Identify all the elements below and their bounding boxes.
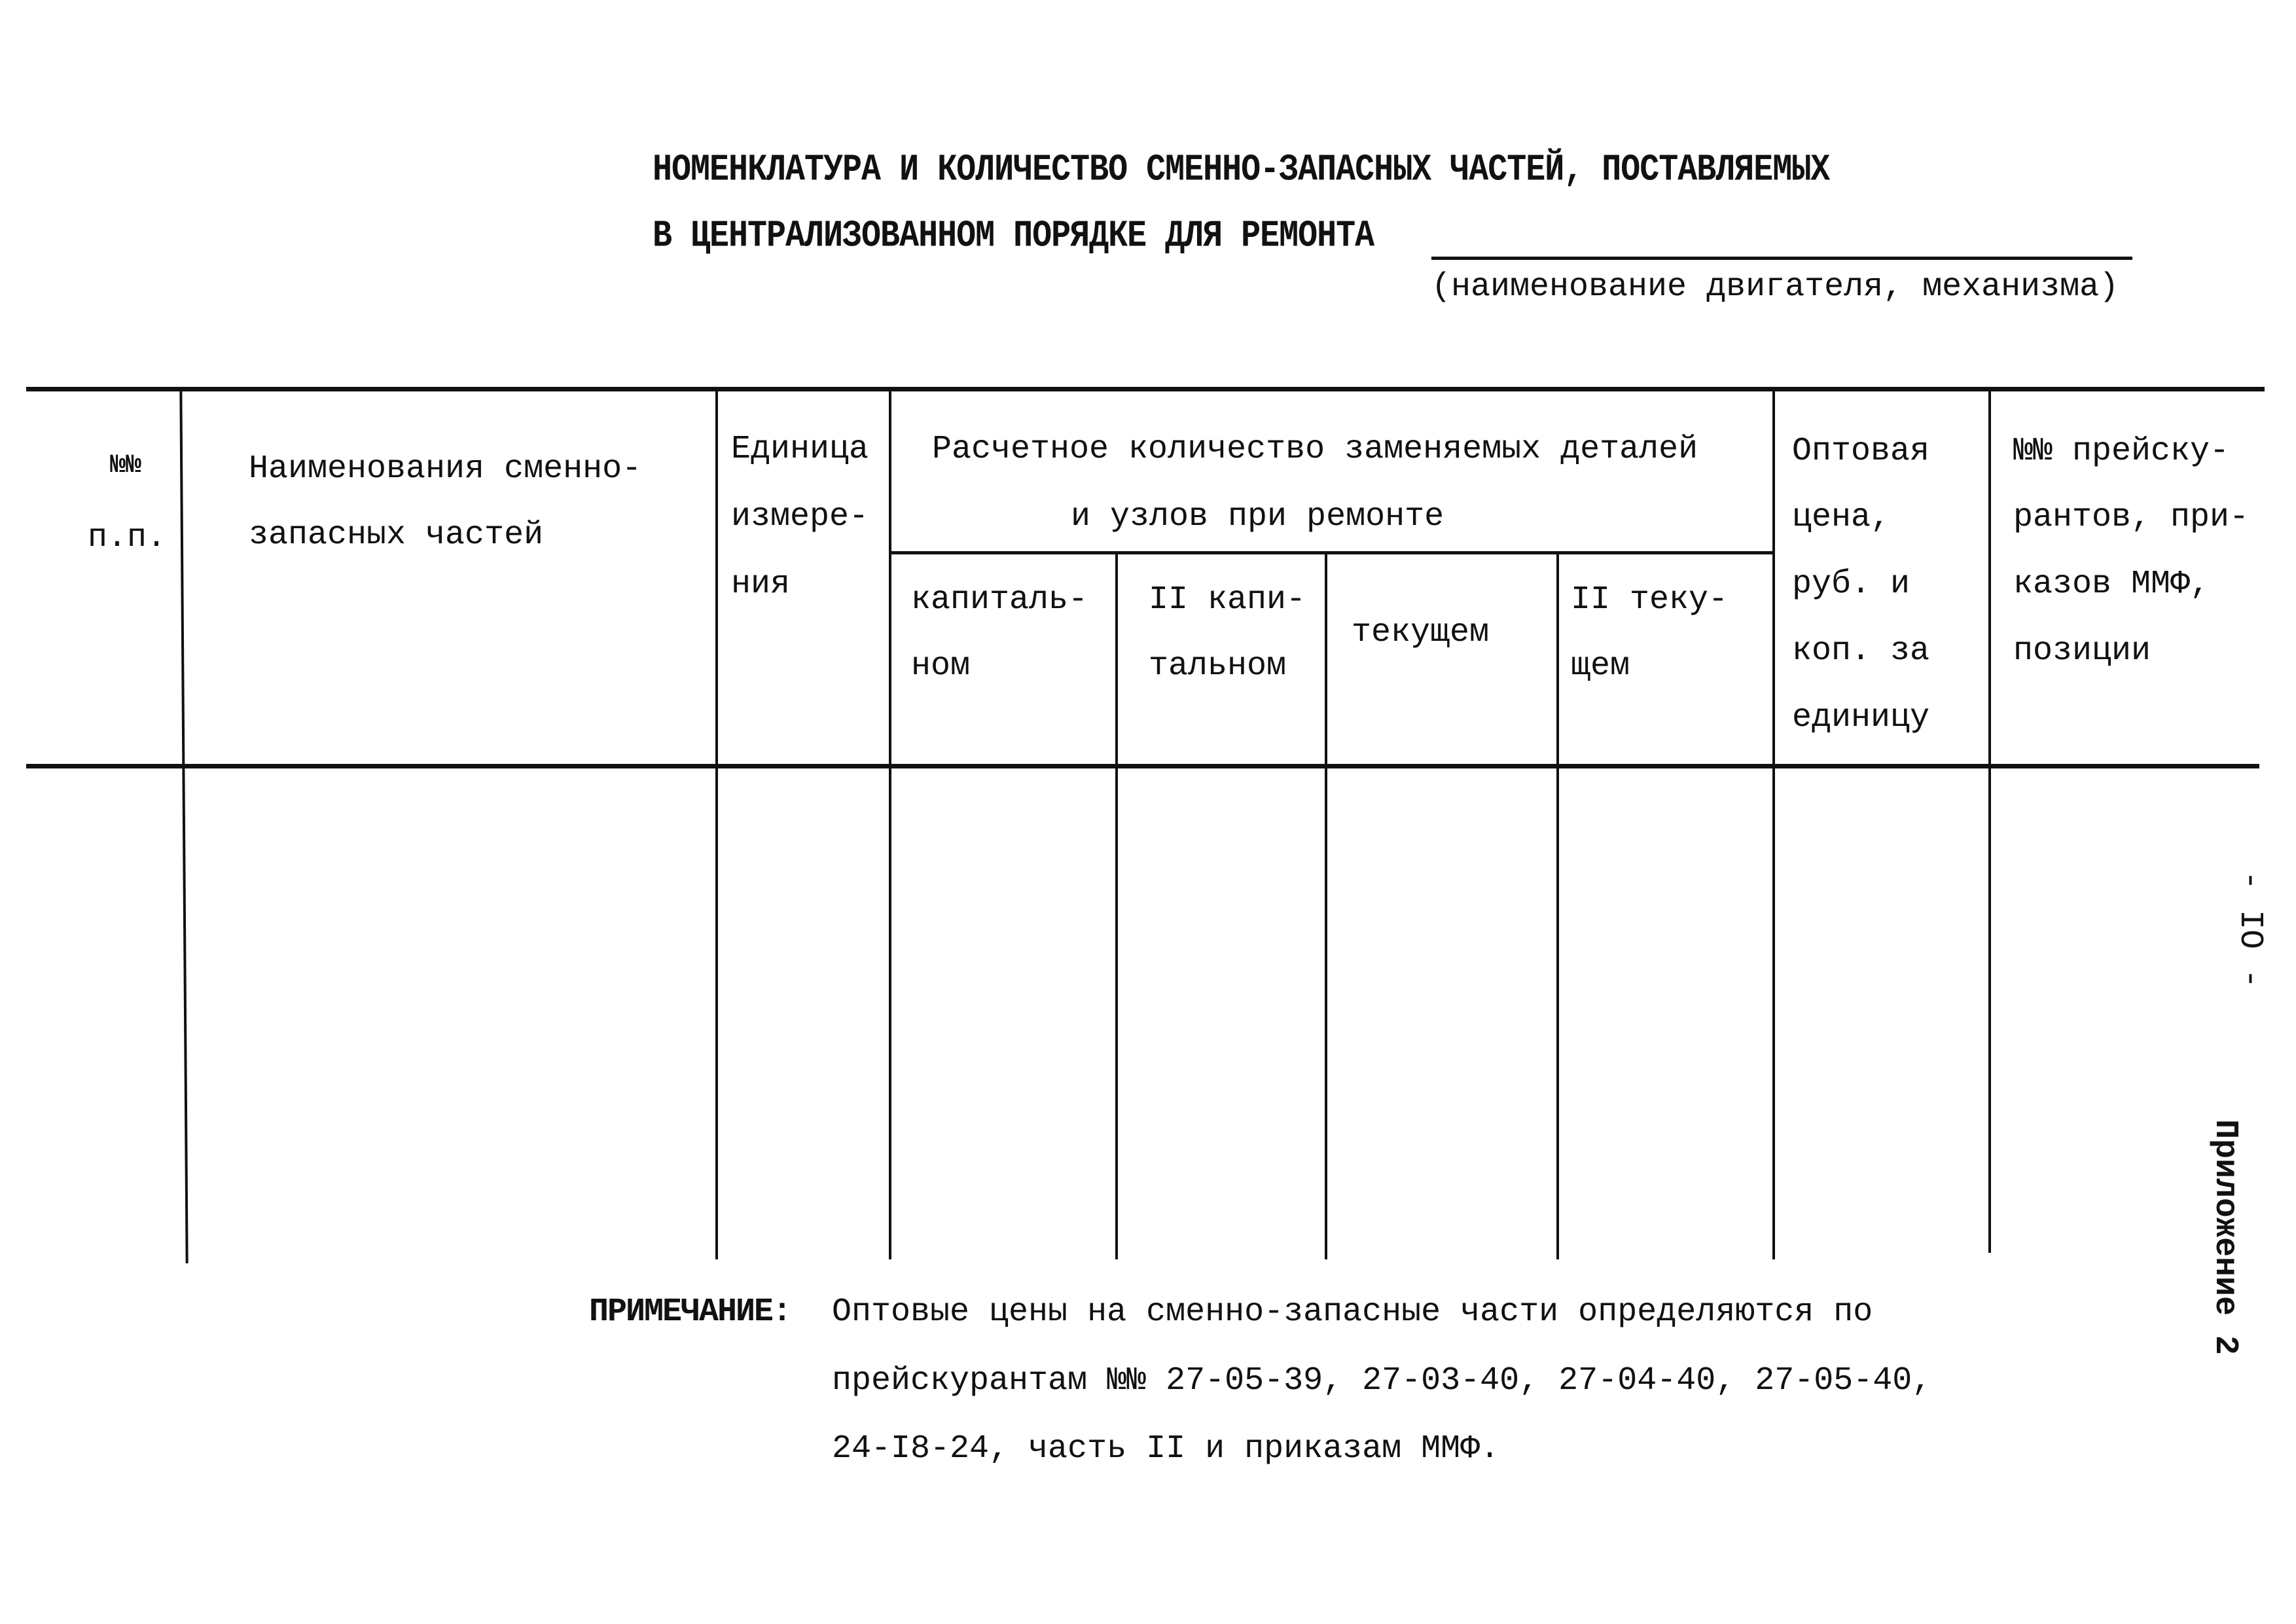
header-text: ния xyxy=(731,566,791,603)
header-text: запасных частей xyxy=(249,516,544,554)
column-divider xyxy=(1325,552,1327,1259)
column-divider xyxy=(1772,389,1775,1259)
header-text: п.п. xyxy=(88,519,167,556)
header-text: и узлов при ремонте xyxy=(1071,498,1444,535)
page-number: - IO - xyxy=(2231,871,2269,989)
header-text: капиталь- xyxy=(911,581,1088,619)
header-text: Единица xyxy=(731,431,869,468)
header-text: единицу xyxy=(1792,699,1930,736)
fill-in-blank-line xyxy=(1431,257,2132,260)
header-text: №№ xyxy=(110,451,142,480)
header-text: №№ прейску- xyxy=(2013,433,2230,470)
note-line: прейскурантам №№ 27-05-39, 27-03-40, 27-04-40, 27-05-40, xyxy=(832,1362,1932,1399)
header-text: измере- xyxy=(731,498,869,535)
header-text: щем xyxy=(1571,647,1630,685)
header-bottom-rule xyxy=(26,764,2259,768)
column-divider xyxy=(1988,389,1991,1253)
header-text: цена, xyxy=(1792,499,1891,536)
header-text: рантов, при- xyxy=(2013,499,2250,536)
column-divider xyxy=(1115,552,1118,1259)
column-divider xyxy=(179,389,188,1263)
header-text: Наименования сменно- xyxy=(249,450,642,488)
column-divider xyxy=(715,389,718,1259)
title-line-1: НОМЕНКЛАТУРА И КОЛИЧЕСТВО СМЕННО-ЗАПАСНЫХ ЧАСТЕЙ, ПОСТАВЛЯЕМЫХ xyxy=(653,149,1830,192)
table-top-rule xyxy=(26,387,2265,391)
header-text: II теку- xyxy=(1571,581,1729,619)
header-text: Расчетное количество заменяемых деталей xyxy=(932,431,1698,468)
header-text: позиции xyxy=(2013,632,2151,670)
header-text: ном xyxy=(911,647,971,685)
appendix-label: Приложение 2 xyxy=(2206,1119,2244,1356)
header-text: тальном xyxy=(1149,647,1287,685)
column-divider xyxy=(1556,552,1559,1259)
note-label: ПРИМЕЧАНИЕ: xyxy=(589,1293,791,1331)
title-line-2: В ЦЕНТРАЛИЗОВАННОМ ПОРЯДКЕ ДЛЯ РЕМОНТА xyxy=(653,215,1374,258)
header-text: II капи- xyxy=(1149,581,1306,619)
header-text: текущем xyxy=(1352,614,1490,651)
header-text: казов ММФ, xyxy=(2013,566,2210,603)
blank-caption: (наименование двигателя, механизма) xyxy=(1431,268,2119,306)
subheader-rule xyxy=(889,551,1774,554)
header-text: руб. и xyxy=(1792,566,1910,603)
header-text: коп. за xyxy=(1792,632,1930,670)
header-text: Оптовая xyxy=(1792,433,1930,470)
note-line: Оптовые цены на сменно-запасные части определяются по xyxy=(832,1293,1873,1331)
column-divider xyxy=(889,389,891,1259)
note-line: 24-I8-24, часть II и приказам ММФ. xyxy=(832,1430,1500,1468)
